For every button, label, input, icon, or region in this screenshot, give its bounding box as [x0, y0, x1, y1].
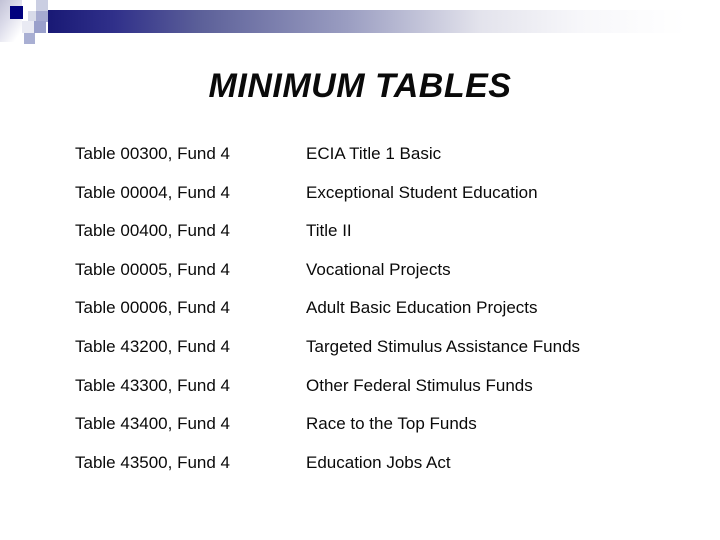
table-id: Table 43200, Fund 4 — [75, 336, 231, 356]
table-description: Vocational Projects — [306, 259, 451, 279]
table-row — [75, 367, 675, 406]
table-description: ECIA Title 1 Basic — [306, 144, 442, 163]
table-row — [75, 174, 675, 213]
table-description: Exceptional Student Education — [306, 182, 538, 202]
table-id: Table 43400, Fund 4 — [75, 414, 231, 434]
table-id: Table 00300, Fund 4 — [75, 144, 231, 163]
table-id: Table 43300, Fund 4 — [75, 375, 231, 395]
table-row — [75, 289, 675, 328]
mosaic-square-medium2 — [34, 21, 46, 33]
slide-title: MINIMUM TABLES — [208, 67, 512, 105]
mosaic-square-xlight — [22, 21, 34, 33]
mosaic-square-medium3 — [24, 33, 35, 44]
mosaic-square-top — [36, 0, 48, 11]
table-id: Table 00005, Fund 4 — [75, 259, 231, 279]
table-id: Table 00400, Fund 4 — [75, 221, 231, 241]
header-gradient-bar — [48, 10, 712, 33]
table-row — [75, 135, 675, 174]
table-row — [75, 328, 675, 367]
table-description: Other Federal Stimulus Funds — [306, 375, 533, 395]
table-description: Adult Basic Education Projects — [306, 298, 538, 318]
mosaic-square-navy — [10, 6, 23, 19]
table-row — [75, 405, 675, 444]
table-description: Targeted Stimulus Assistance Funds — [306, 336, 581, 356]
table-row — [75, 251, 675, 290]
table-row — [75, 444, 675, 483]
table-row — [75, 212, 675, 251]
table-id: Table 43500, Fund 4 — [75, 452, 231, 472]
table-description: Title II — [306, 221, 352, 241]
table-description: Education Jobs Act — [306, 452, 451, 472]
table-id: Table 00004, Fund 4 — [75, 182, 231, 202]
table-id: Table 00006, Fund 4 — [75, 298, 231, 318]
table-description: Race to the Top Funds — [306, 414, 477, 434]
tables-list — [75, 135, 675, 482]
